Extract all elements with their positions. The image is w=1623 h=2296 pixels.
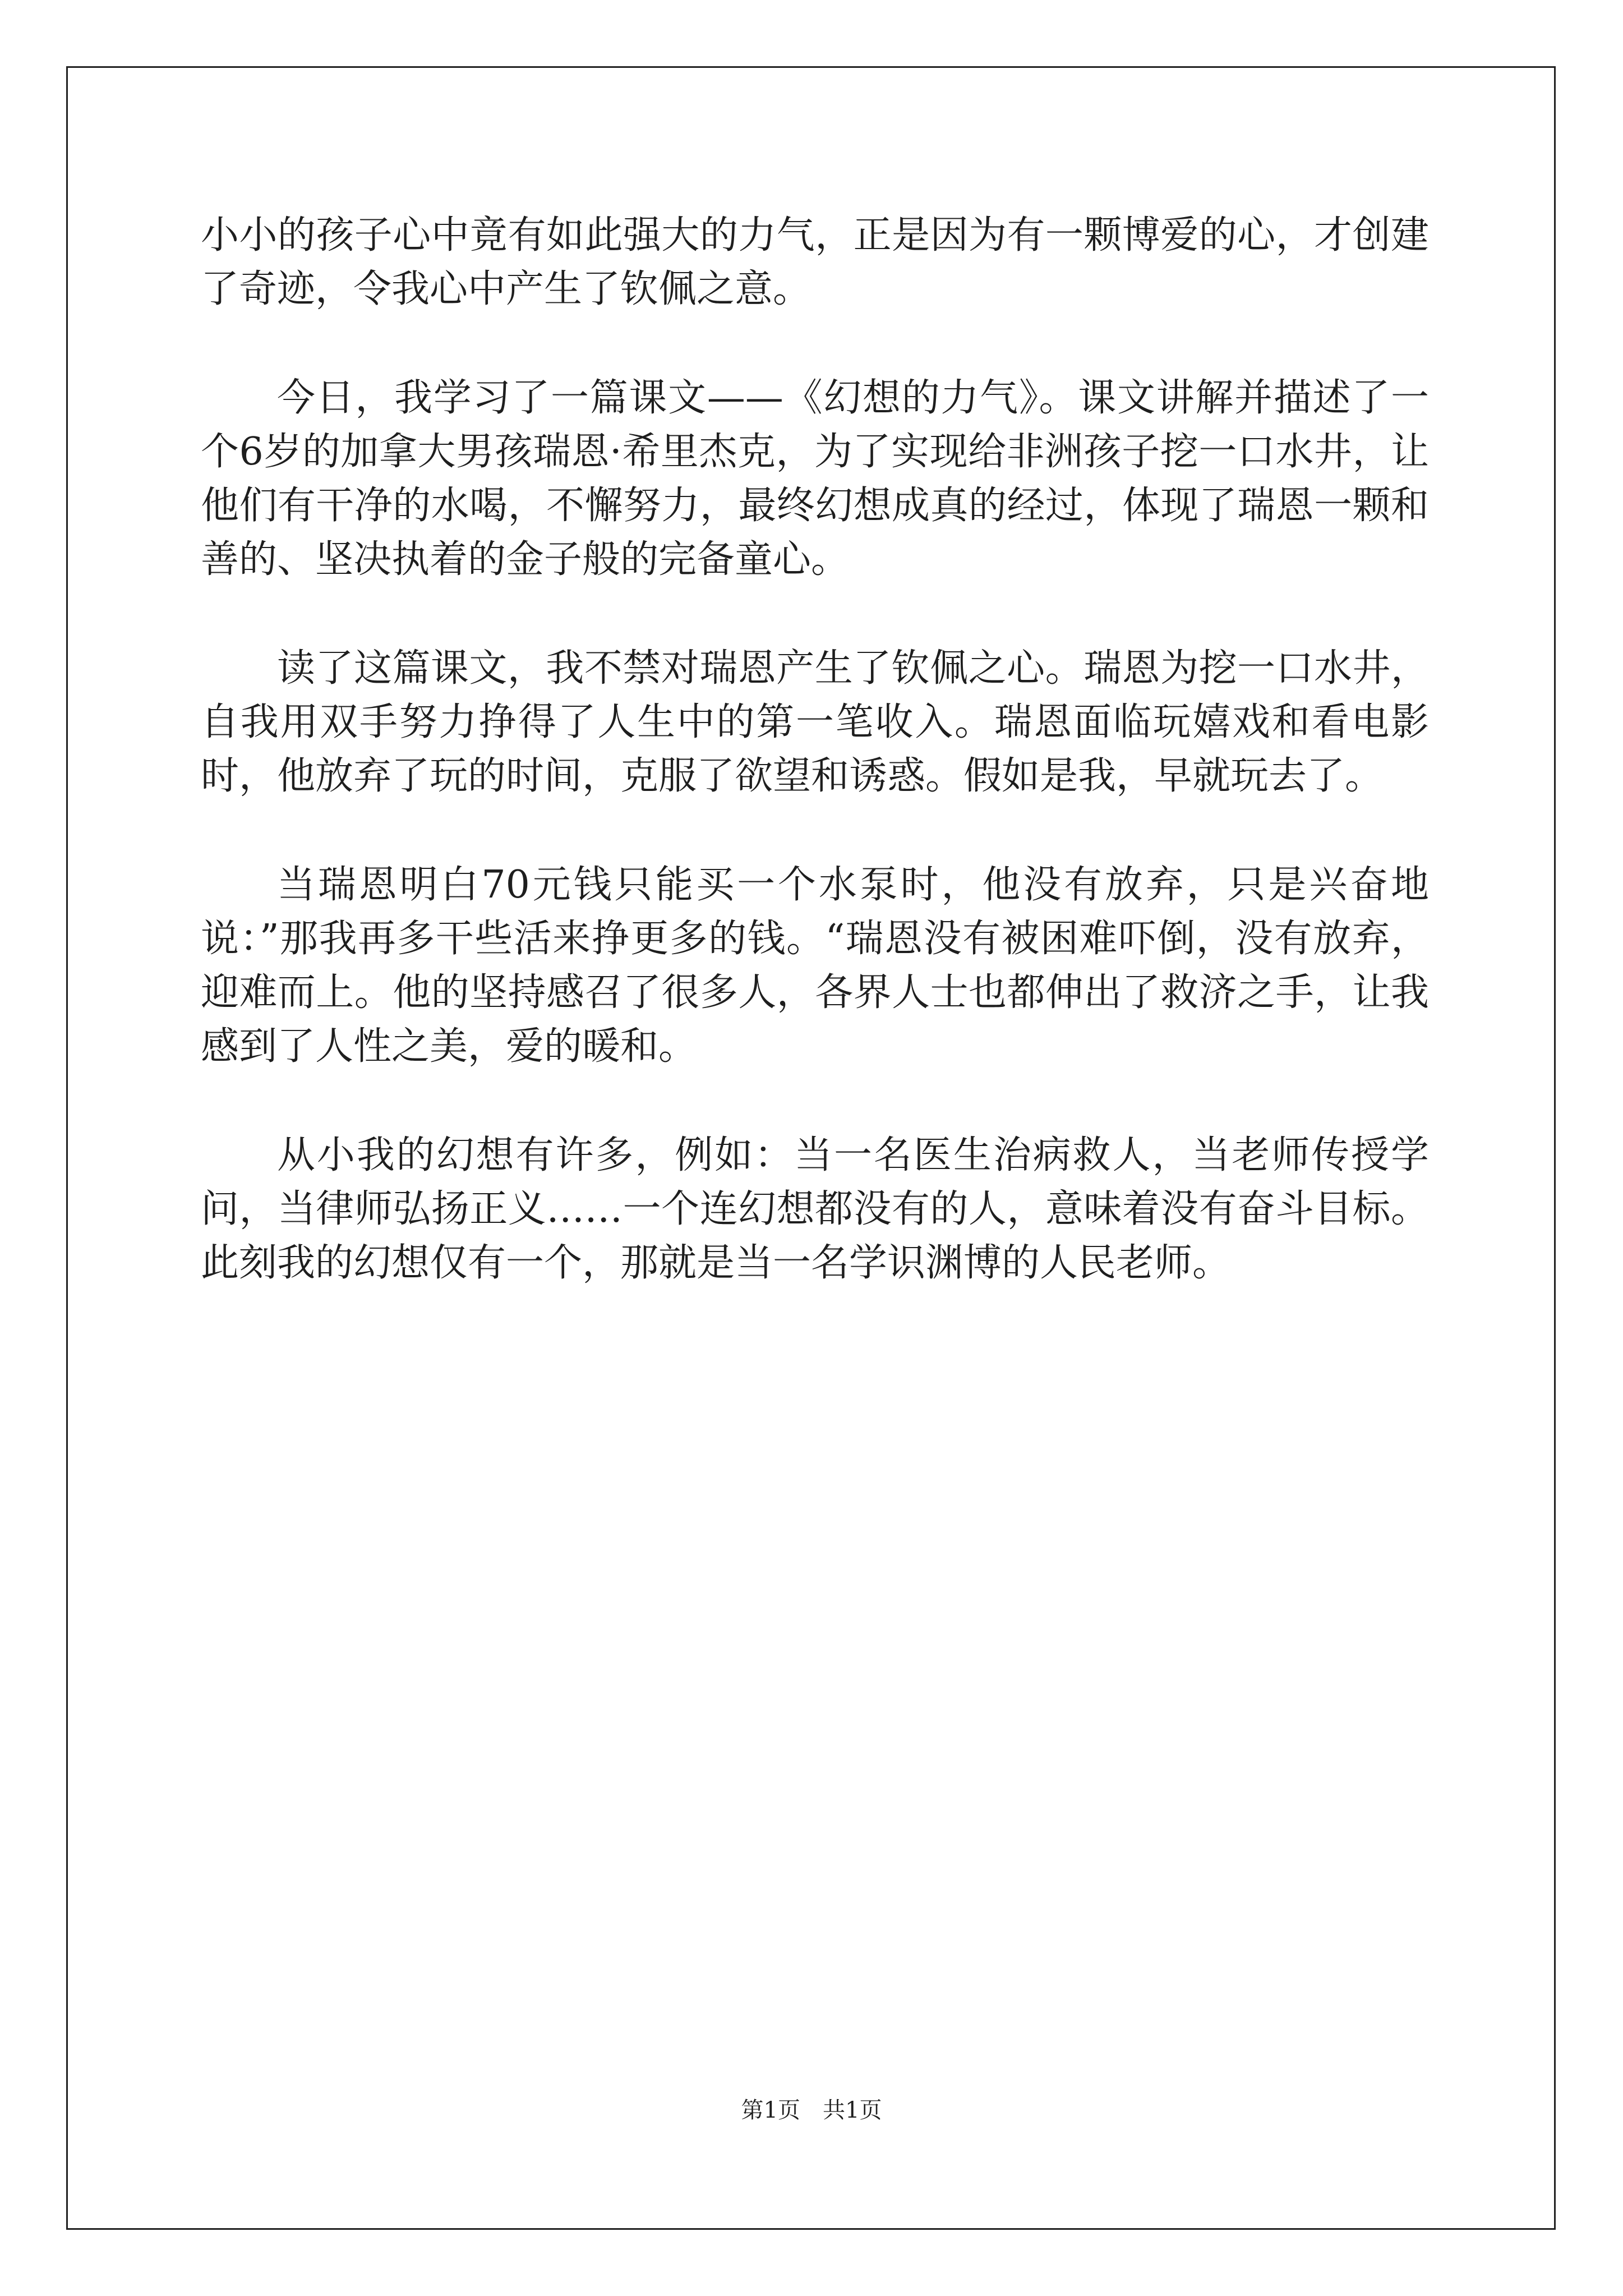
page-footer (0, 2092, 1623, 2124)
document-body (201, 209, 1429, 1290)
paragraph-1: 小小的孩子心中竟有如此强大的力气，正是因为有一颗博爱的心，才创建了奇迹，令我心中产生了钦佩之意。 (201, 213, 1429, 311)
page-number: 第1页 (741, 2097, 800, 2123)
paragraph-5: 从小我的幻想有许多，例如：当一名医生治病救人，当老师传授学问，当律师弘扬正义……一个连幻想都没有的人，意味着没有奋斗目标。此刻我的幻想仅有一个，那就是当一名学识渊博的人民老师。 (201, 1133, 1429, 1285)
paragraph-4: 当瑞恩明白70元钱只能买一个水泵时，他没有放弃，只是兴奋地说：”那我再多干些活来挣更多的钱。“瑞恩没有被困难吓倒，没有放弃，迎难而上。他的坚持感召了很多人，各界人士也都伸出了救济之手，让我感到了人性之美，爱的暖和。 (201, 863, 1429, 1069)
paragraph-2: 今日，我学习了一篇课文——《幻想的力气》。课文讲解并描述了一个6岁的加拿大男孩瑞恩·希里杰克，为了实现给非洲孩子挖一口水井，让他们有干净的水喝，不懈努力，最终幻想成真的经过，体现了瑞恩一颗和善的、坚决执着的金子般的完备童心。 (201, 376, 1429, 582)
paragraph-3: 读了这篇课文，我不禁对瑞恩产生了钦佩之心。瑞恩为挖一口水井，自我用双手努力挣得了人生中的第一笔收入。瑞恩面临玩嬉戏和看电影时，他放弃了玩的时间，克服了欲望和诱惑。假如是我，早就玩去了。 (201, 646, 1429, 798)
page-total: 共1页 (823, 2097, 882, 2123)
